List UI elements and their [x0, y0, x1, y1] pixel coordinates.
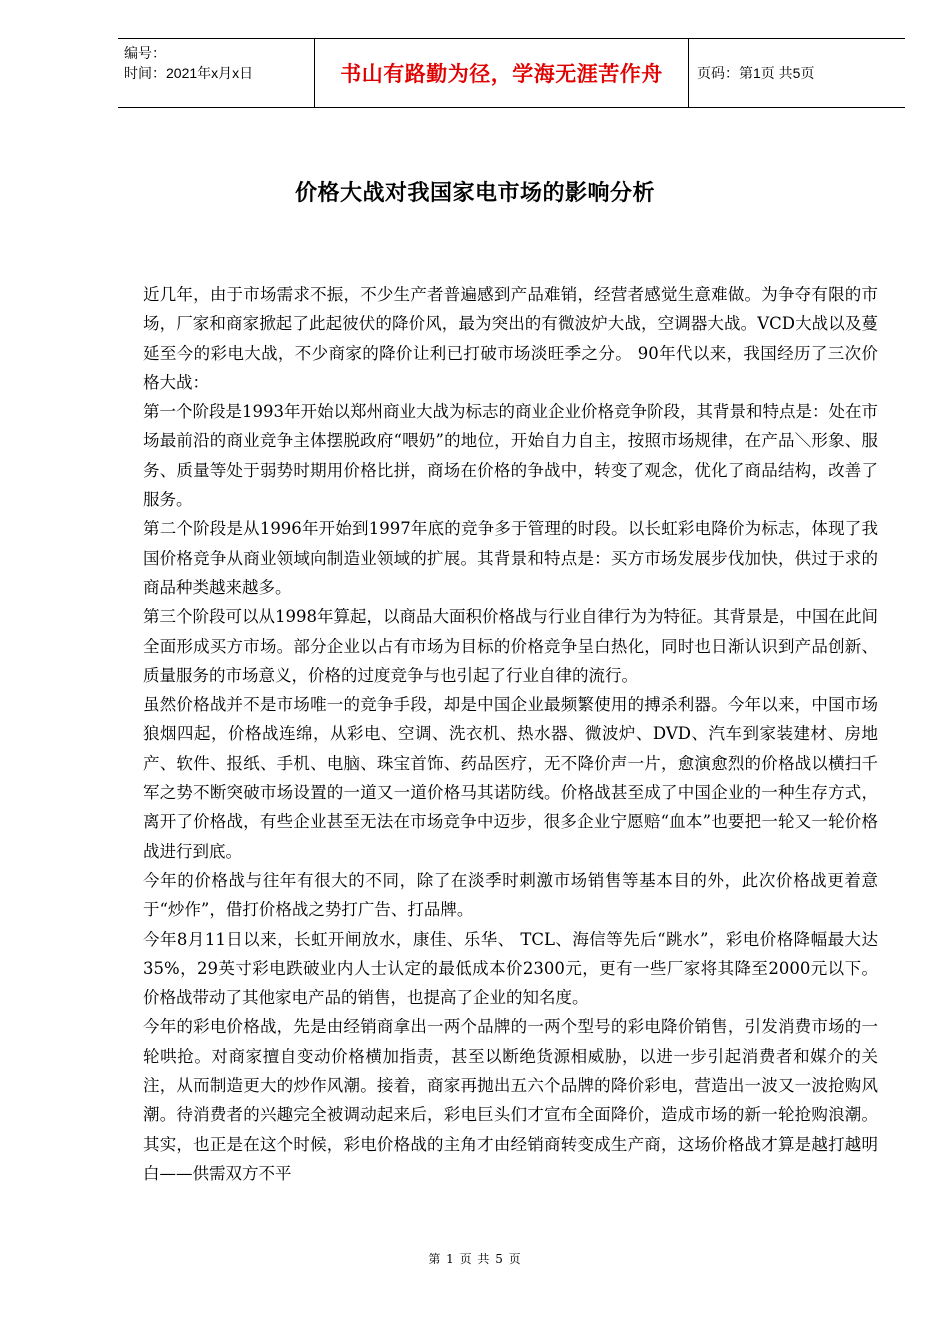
- body-paragraph: 第三个阶段可以从1998年算起，以商品大面积价格战与行业自律行为为特征。其背景是，中国在此间全面形成买方市场。部分企业以占有市场为目标的价格竞争呈白热化，同时也日渐认识到产品创新、质量服务的市场意义，价格的过度竞争与也引起了行业自律的流行。: [143, 607, 878, 685]
- header-meta-cell: [118, 39, 315, 107]
- header-page-info: 页码：第1页 共5页: [697, 65, 815, 81]
- document-body: [143, 280, 878, 1188]
- body-paragraph: 第二个阶段是从1996年开始到1997年底的竞争多于管理的时段。以长虹彩电降价为标志，体现了我国价格竞争从商业领域向制造业领域的扩展。其背景和特点是：买方市场发展步伐加快，供过于求的商品种类越来越多。: [143, 519, 878, 597]
- document-number-label: 编号：: [124, 45, 166, 61]
- body-paragraph: 今年8月11日以来，长虹开闸放水，康佳、乐华、 TCL、海信等先后“跳水”，彩电价格降幅最大达35%，29英寸彩电跌破业内人士认定的最低成本价2300元，更有一些厂家将其降至2000元以下。价格战带动了其他家电产品的销售，也提高了企业的知名度。: [143, 929, 878, 1008]
- body-paragraph: 今年的彩电价格战，先是由经销商拿出一两个品牌的一两个型号的彩电降价销售，引发消费市场的一轮哄抢。对商家擅自变动价格横加指责，甚至以断绝货源相威胁，以进一步引起消费者和媒介的关注，从而制造更大的炒作风潮。接着，商家再抛出五六个品牌的降价彩电，营造出一波又一波抢购风潮。待消费者的兴趣完全被调动起来后，彩电巨头们才宣布全面降价，造成市场的新一轮抢购浪潮。其实，也正是在这个时候，彩电价格战的主角才由经销商转变成生产商，这场价格战才算是越打越明白——供需双方不平: [143, 1017, 878, 1183]
- body-paragraph: 虽然价格战并不是市场唯一的竞争手段，却是中国企业最频繁使用的搏杀利器。今年以来，中国市场狼烟四起，价格战连绵，从彩电、空调、洗衣机、热水器、微波炉、DVD、汽车到家装建材、房地产、软件、报纸、手机、电脑、珠宝首饰、药品医疗，无不降价声一片，愈演愈烈的价格战以横扫千军之势不断突破市场设置的一道又一道价格马其诺防线。价格战甚至成了中国企业的一种生存方式，离开了价格战，有些企业甚至无法在市场竞争中迈步，很多企业宁愿赔“血本”也要把一轮又一轮价格战进行到底。: [143, 695, 878, 861]
- body-paragraph: 近几年，由于市场需求不振，不少生产者普遍感到产品难销，经营者感觉生意难做。为争夺有限的市场，厂家和商家掀起了此起彼伏的降价风，最为突出的有微波炉大战，空调器大战。VCD大战以及蔓延至今的彩电大战，不少商家的降价让利已打破市场淡旺季之分。 90年代以来，我国经历了三次价格大战：: [143, 285, 878, 392]
- document-title: 价格大战对我国家电市场的影响分析: [294, 181, 655, 206]
- body-paragraph: 今年的价格战与往年有很大的不同，除了在淡季时刺激市场销售等基本目的外，此次价格战更着意于“炒作”，借打价格战之势打广告、打品牌。: [143, 870, 878, 920]
- header-motto: 书山有路勤为径，学海无涯苦作舟: [340, 62, 663, 86]
- header-table: [118, 38, 905, 108]
- header-page-cell: [689, 39, 905, 107]
- body-paragraph: 第一个阶段是1993年开始以郑州商业大战为标志的商业企业价格竞争阶段，其背景和特点是：处在市场最前沿的商业竞争主体摆脱政府“喂奶”的地位，开始自力自主，按照市场规律，在产品＼形象、服务、质量等处于弱势时期用价格比拼，商场在价格的争战中，转变了观念，优化了商品结构，改善了服务。: [143, 402, 878, 510]
- document-time-label: 时间：2021年x月x日: [124, 65, 254, 81]
- page-footer: 第 1 页 共 5 页: [428, 1252, 522, 1266]
- header-motto-cell: [315, 39, 689, 107]
